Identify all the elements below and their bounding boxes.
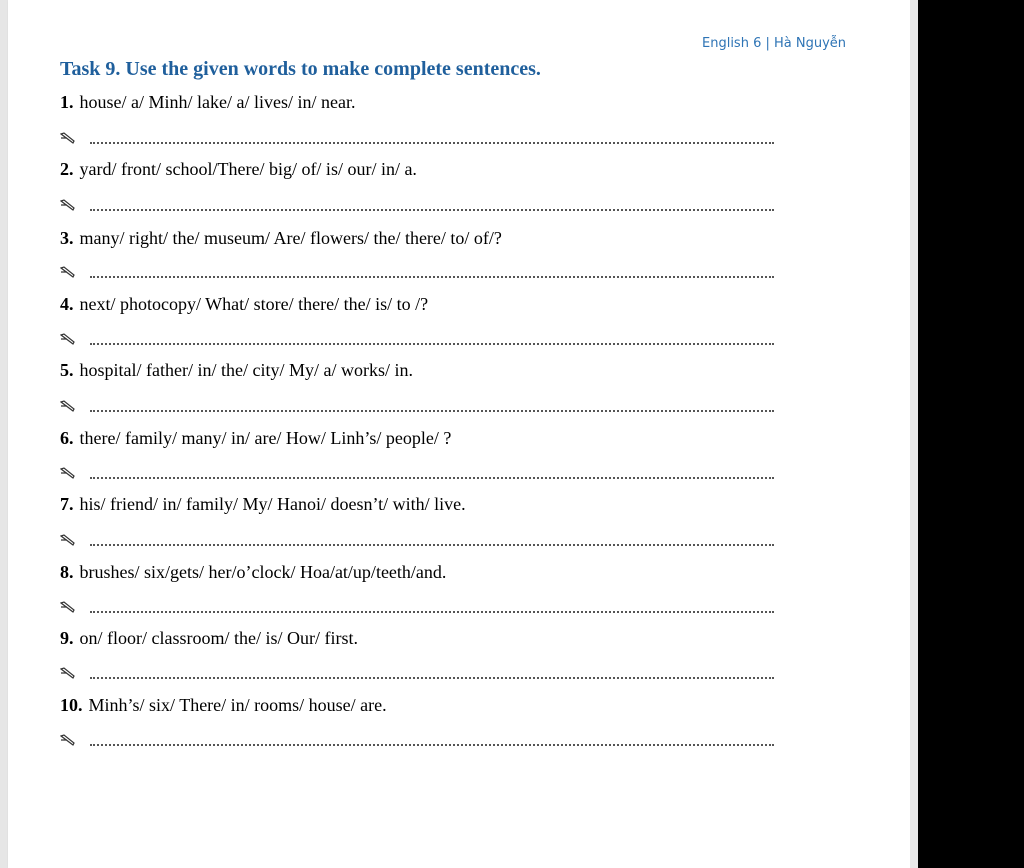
answer-line-7[interactable] xyxy=(60,534,774,550)
pencil-icon xyxy=(60,400,76,414)
pencil-icon xyxy=(60,467,76,481)
pencil-icon xyxy=(60,534,76,548)
answer-line-1[interactable] xyxy=(60,132,774,148)
answer-dots xyxy=(90,276,774,278)
answer-dots xyxy=(90,343,774,345)
pencil-icon xyxy=(60,199,76,213)
answer-dots xyxy=(90,677,774,679)
page-right-edge xyxy=(910,0,918,868)
question-text: hospital/ father/ in/ the/ city/ My/ a/ works/ in. xyxy=(79,360,413,380)
answer-line-2[interactable] xyxy=(60,199,774,215)
question-4 xyxy=(60,294,428,315)
question-text: yard/ front/ school/There/ big/ of/ is/ our/ in/ a. xyxy=(79,159,417,179)
question-2 xyxy=(60,159,417,180)
pencil-icon xyxy=(60,667,76,681)
question-text: house/ a/ Minh/ lake/ a/ lives/ in/ near. xyxy=(79,92,356,112)
question-text: there/ family/ many/ in/ are/ How/ Linh’s/ people/ ? xyxy=(79,428,452,448)
pencil-icon xyxy=(60,132,76,146)
question-text: on/ floor/ classroom/ the/ is/ Our/ first. xyxy=(79,628,358,648)
question-10 xyxy=(60,695,387,716)
pencil-icon xyxy=(60,333,76,347)
question-number: 9. xyxy=(60,628,74,648)
question-1 xyxy=(60,92,355,113)
answer-dots xyxy=(90,611,774,613)
answer-dots xyxy=(90,477,774,479)
question-text: many/ right/ the/ museum/ Are/ flowers/ the/ there/ to/ of/? xyxy=(79,228,502,248)
pencil-icon xyxy=(60,266,76,280)
answer-dots xyxy=(90,744,774,746)
answer-line-5[interactable] xyxy=(60,400,774,416)
answer-dots xyxy=(90,410,774,412)
question-number: 4. xyxy=(60,294,74,314)
pencil-icon xyxy=(60,734,76,748)
question-3 xyxy=(60,228,502,249)
question-number: 5. xyxy=(60,360,74,380)
answer-dots xyxy=(90,209,774,211)
question-number: 3. xyxy=(60,228,74,248)
question-9 xyxy=(60,628,358,649)
question-number: 10. xyxy=(60,695,83,715)
question-8 xyxy=(60,562,446,583)
question-6 xyxy=(60,428,451,449)
question-number: 7. xyxy=(60,494,74,514)
page-header: English 6 | Hà Nguyễn xyxy=(702,36,847,51)
answer-line-3[interactable] xyxy=(60,266,774,282)
answer-dots xyxy=(90,142,774,144)
pencil-icon xyxy=(60,601,76,615)
question-text: his/ friend/ in/ family/ My/ Hanoi/ doesn’t/ with/ live. xyxy=(79,494,466,514)
task-title: Task 9. Use the given words to make complete sentences. xyxy=(60,58,541,80)
question-7 xyxy=(60,494,466,515)
answer-line-10[interactable] xyxy=(60,734,774,750)
question-5 xyxy=(60,360,413,381)
question-number: 6. xyxy=(60,428,74,448)
question-text: brushes/ six/gets/ her/o’clock/ Hoa/at/up/teeth/and. xyxy=(79,562,447,582)
question-number: 1. xyxy=(60,92,74,112)
answer-dots xyxy=(90,544,774,546)
page-left-margin xyxy=(0,0,8,868)
question-text: next/ photocopy/ What/ store/ there/ the/ is/ to /? xyxy=(79,294,429,314)
answer-line-6[interactable] xyxy=(60,467,774,483)
question-number: 8. xyxy=(60,562,74,582)
question-text: Minh’s/ six/ There/ in/ rooms/ house/ are. xyxy=(88,695,387,715)
answer-line-9[interactable] xyxy=(60,667,774,683)
question-number: 2. xyxy=(60,159,74,179)
answer-line-4[interactable] xyxy=(60,333,774,349)
answer-line-8[interactable] xyxy=(60,601,774,617)
worksheet-page xyxy=(8,0,910,868)
